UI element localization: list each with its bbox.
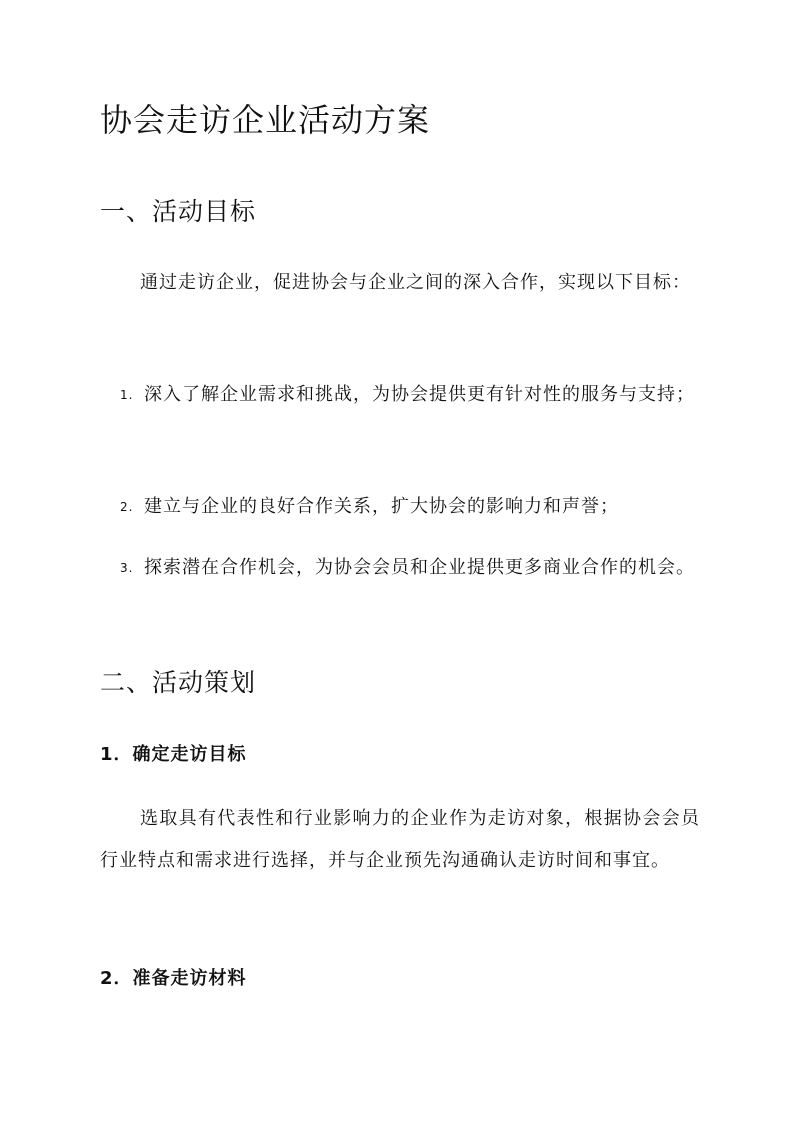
list-item-text: 探索潜在合作机会，为协会会员和企业提供更多商业合作的机会。 xyxy=(144,557,695,578)
subsection-heading-targets: 1．确定走访目标 xyxy=(100,744,247,765)
list-item-text: 深入了解企业需求和挑战，为协会提供更有针对性的服务与支持； xyxy=(144,384,695,405)
list-item xyxy=(120,486,700,528)
list-item-number: 2. xyxy=(120,500,134,514)
list-item xyxy=(120,374,700,416)
list-item-number: 1. xyxy=(120,388,134,402)
page-title: 协会走访企业活动方案 xyxy=(100,101,431,139)
list-item xyxy=(120,547,700,589)
goals-intro-paragraph: 通过走访企业，促进协会与企业之间的深入合作，实现以下目标： xyxy=(140,272,691,293)
section-heading-goals: 一、活动目标 xyxy=(100,197,257,226)
targets-paragraph: 选取具有代表性和行业影响力的企业作为走访对象，根据协会会员行业特点和需求进行选择，并与企业预先沟通确认走访时间和事宜。 xyxy=(100,808,700,871)
list-item-text: 建立与企业的良好合作关系，扩大协会的影响力和声誉； xyxy=(144,496,619,517)
subsection-heading-materials: 2．准备走访材料 xyxy=(100,968,247,989)
section-heading-planning: 二、活动策划 xyxy=(100,668,257,697)
list-item-number: 3. xyxy=(120,561,134,575)
